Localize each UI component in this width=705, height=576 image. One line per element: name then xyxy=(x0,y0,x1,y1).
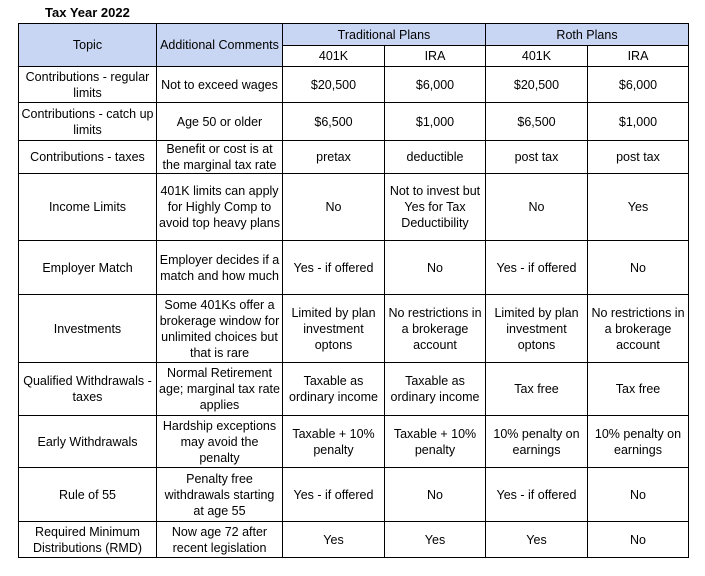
roth-401k-cell: Yes - if offered xyxy=(486,241,588,295)
table-row xyxy=(19,103,689,141)
traditional-ira-cell: Not to invest but Yes for Tax Deductibility xyxy=(385,174,486,241)
roth-ira-cell: Yes xyxy=(588,174,689,241)
traditional-ira-cell: Taxable + 10% penalty xyxy=(385,416,486,468)
comment-cell: Hardship exceptions may avoid the penalty xyxy=(157,416,283,468)
traditional-401k-cell: $6,500 xyxy=(283,103,385,141)
comment-cell: Now age 72 after recent legislation xyxy=(157,522,283,558)
comment-cell: Some 401Ks offer a brokerage window for unlimited choices but that is rare xyxy=(157,295,283,363)
comments-header: Additional Comments xyxy=(157,24,283,67)
traditional-401k-cell: Taxable + 10% penalty xyxy=(283,416,385,468)
roth-401k-cell: Tax free xyxy=(486,363,588,416)
header-row xyxy=(19,24,689,46)
traditional-ira-cell: No restrictions in a brokerage account xyxy=(385,295,486,363)
traditional-plans-header: Traditional Plans xyxy=(283,24,486,46)
traditional-ira-cell: Yes xyxy=(385,522,486,558)
roth-ira-cell: No xyxy=(588,241,689,295)
traditional-401k-cell: Yes - if offered xyxy=(283,241,385,295)
comment-cell: Normal Retirement age; marginal tax rate applies xyxy=(157,363,283,416)
roth-401k-cell: Yes - if offered xyxy=(486,468,588,522)
retirement-plans-table xyxy=(18,23,689,558)
traditional-401k-cell: $20,500 xyxy=(283,67,385,103)
table-body xyxy=(19,24,689,558)
topic-cell: Contributions - regular limits xyxy=(19,67,157,103)
traditional-ira-cell: Taxable as ordinary income xyxy=(385,363,486,416)
comment-cell: Penalty free withdrawals starting at age 55 xyxy=(157,468,283,522)
roth-plans-header: Roth Plans xyxy=(486,24,689,46)
roth-401k-cell: Limited by plan investment optons xyxy=(486,295,588,363)
topic-cell: Contributions - catch up limits xyxy=(19,103,157,141)
roth-401k-cell: $20,500 xyxy=(486,67,588,103)
roth-ira-cell: 10% penalty on earnings xyxy=(588,416,689,468)
roth-ira-cell: No xyxy=(588,522,689,558)
topic-cell: Qualified Withdrawals - taxes xyxy=(19,363,157,416)
traditional-401k-cell: Taxable as ordinary income xyxy=(283,363,385,416)
roth-ira-header: IRA xyxy=(588,46,689,67)
table-row xyxy=(19,174,689,241)
roth-401k-cell: Yes xyxy=(486,522,588,558)
comment-cell: Employer decides if a match and how much xyxy=(157,241,283,295)
roth-401k-cell: $6,500 xyxy=(486,103,588,141)
table-row xyxy=(19,363,689,416)
traditional-401k-cell: Yes xyxy=(283,522,385,558)
table-row xyxy=(19,295,689,363)
topic-cell: Income Limits xyxy=(19,174,157,241)
table-row xyxy=(19,416,689,468)
traditional-401k-cell: Limited by plan investment optons xyxy=(283,295,385,363)
topic-cell: Contributions - taxes xyxy=(19,141,157,174)
roth-ira-cell: Tax free xyxy=(588,363,689,416)
roth-401k-cell: 10% penalty on earnings xyxy=(486,416,588,468)
roth-ira-cell: $6,000 xyxy=(588,67,689,103)
topic-header: Topic xyxy=(19,24,157,67)
table-title: Tax Year 2022 xyxy=(45,5,130,20)
comment-cell: Benefit or cost is at the marginal tax rate xyxy=(157,141,283,174)
roth-401k-header: 401K xyxy=(486,46,588,67)
table-row xyxy=(19,141,689,174)
traditional-401k-cell: No xyxy=(283,174,385,241)
traditional-ira-header: IRA xyxy=(385,46,486,67)
traditional-401k-cell: Yes - if offered xyxy=(283,468,385,522)
traditional-ira-cell: No xyxy=(385,241,486,295)
comment-cell: Age 50 or older xyxy=(157,103,283,141)
topic-cell: Employer Match xyxy=(19,241,157,295)
roth-ira-cell: No xyxy=(588,468,689,522)
traditional-ira-cell: $6,000 xyxy=(385,67,486,103)
topic-cell: Required Minimum Distributions (RMD) xyxy=(19,522,157,558)
roth-401k-cell: No xyxy=(486,174,588,241)
traditional-401k-header: 401K xyxy=(283,46,385,67)
topic-cell: Investments xyxy=(19,295,157,363)
comment-cell: Not to exceed wages xyxy=(157,67,283,103)
roth-ira-cell: No restrictions in a brokerage account xyxy=(588,295,689,363)
traditional-ira-cell: No xyxy=(385,468,486,522)
table-row xyxy=(19,468,689,522)
roth-ira-cell: post tax xyxy=(588,141,689,174)
roth-401k-cell: post tax xyxy=(486,141,588,174)
roth-ira-cell: $1,000 xyxy=(588,103,689,141)
topic-cell: Early Withdrawals xyxy=(19,416,157,468)
traditional-401k-cell: pretax xyxy=(283,141,385,174)
traditional-ira-cell: $1,000 xyxy=(385,103,486,141)
traditional-ira-cell: deductible xyxy=(385,141,486,174)
table-row xyxy=(19,67,689,103)
topic-cell: Rule of 55 xyxy=(19,468,157,522)
comment-cell: 401K limits can apply for Highly Comp to avoid top heavy plans xyxy=(157,174,283,241)
table-row xyxy=(19,522,689,558)
table-row xyxy=(19,241,689,295)
